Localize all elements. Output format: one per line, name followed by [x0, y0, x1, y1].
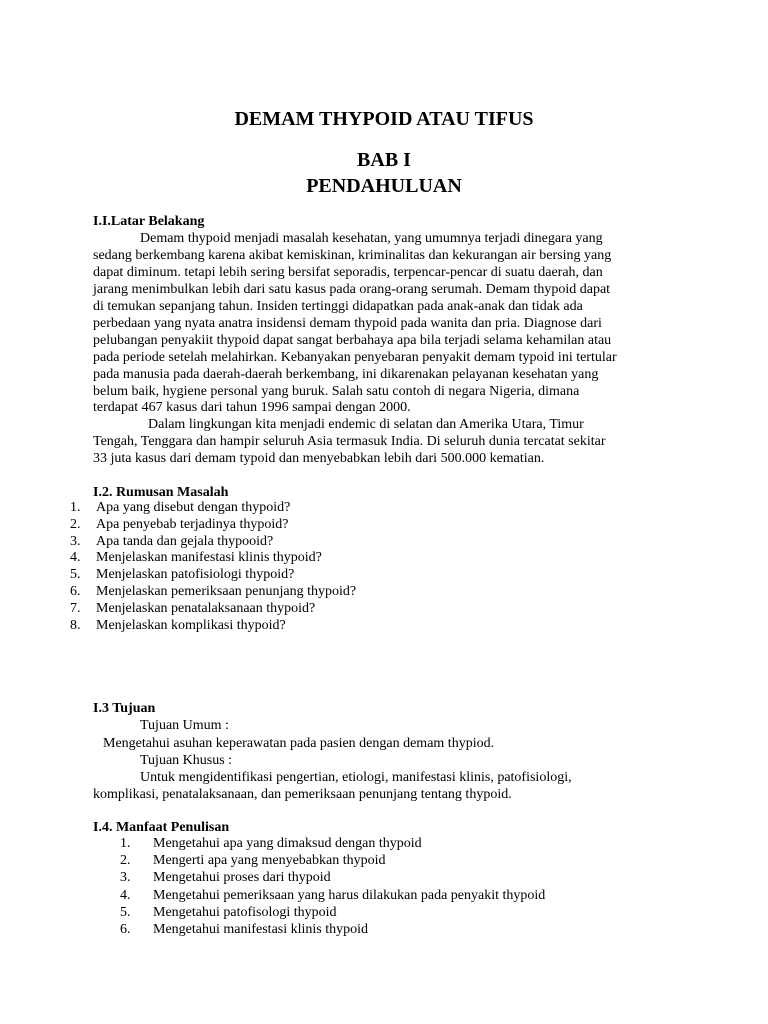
- paragraph-line: pada manusia pada daerah-daerah berkembang, ini dikarenakan pelayanan kesehatan yang: [93, 367, 599, 382]
- list-item-number: 3.: [70, 533, 81, 549]
- list-item: Mengetahui pemeriksaan yang harus dilakukan pada penyakit thypoid: [153, 887, 546, 903]
- chapter-title: PENDAHULUAN: [306, 175, 462, 197]
- paragraph-line: di temukan sepanjang tahun. Insiden tertinggi didapatkan pada anak-anak dan tidak ada: [93, 299, 583, 314]
- list-item: Apa penyebab terjadinya thypoid?: [96, 516, 289, 532]
- list-item: Menjelaskan manifestasi klinis thypoid?: [96, 550, 322, 566]
- paragraph-line: pada periode setelah melahirkan. Kebanyakan penyebaran penyakit demam typoid ini tertular: [93, 350, 617, 365]
- list-item-number: 5.: [120, 904, 131, 920]
- section-heading-manfaat-penulisan: I.4. Manfaat Penulisan: [93, 820, 230, 835]
- list-item-number: 5.: [70, 567, 81, 583]
- paragraph-line: Demam thypoid menjadi masalah kesehatan, yang umumnya terjadi dinegara yang: [140, 231, 603, 246]
- list-item-number: 3.: [120, 870, 131, 886]
- list-item: Menjelaskan patofisiologi thypoid?: [96, 567, 295, 583]
- tujuan-umum-text: Mengetahui asuhan keperawatan pada pasien dengan demam thypiod.: [103, 736, 495, 751]
- list-item: Mengerti apa yang menyebabkan thypoid: [153, 853, 386, 869]
- paragraph-line: pelubangan penyakiit thypoid dapat sangat berbahaya apa bila terjadi selama kehamilan atau: [93, 333, 612, 348]
- paragraph-line: Tengah, Tenggara dan hampir seluruh Asia termasuk India. Di seluruh dunia tercatat sekitar: [93, 434, 606, 449]
- tujuan-khusus-label: Tujuan Khusus :: [140, 753, 233, 768]
- list-item: Mengetahui proses dari thypoid: [153, 870, 331, 886]
- tujuan-khusus-text: komplikasi, penatalaksanaan, dan pemeriksaan penunjang tentang thypoid.: [93, 787, 512, 802]
- list-item-number: 7.: [70, 600, 81, 616]
- paragraph-line: perbedaan yang nyata anatra insidensi demam thypoid pada wanita dan pria. Diagnose dari: [93, 316, 602, 331]
- list-item: Mengetahui manifestasi klinis thypoid: [153, 922, 369, 937]
- paragraph-line: belum baik, hygiene personal yang buruk. Salah satu contoh di negara Nigeria, dimana: [93, 384, 580, 399]
- list-item: Apa yang disebut dengan thypoid?: [96, 500, 291, 515]
- list-item: Mengetahui patofisologi thypoid: [153, 904, 337, 920]
- paragraph-line: Dalam lingkungan kita menjadi endemic di selatan dan Amerika Utara, Timur: [148, 417, 584, 432]
- list-item-number: 6.: [70, 584, 81, 599]
- section-heading-rumusan-masalah: I.2. Rumusan Masalah: [93, 485, 229, 500]
- section-heading-tujuan: I.3 Tujuan: [93, 701, 156, 716]
- list-item-number: 1.: [70, 500, 81, 515]
- list-item: Apa tanda dan gejala thypooid?: [96, 533, 274, 549]
- section-heading-latar-belakang: I.I.Latar Belakang: [93, 214, 205, 229]
- list-item: Menjelaskan komplikasi thypoid?: [96, 617, 286, 633]
- tujuan-umum-label: Tujuan Umum :: [140, 718, 229, 733]
- paragraph-line: 33 juta kasus dari demam typoid dan menyebabkan lebih dari 500.000 kematian.: [93, 451, 545, 466]
- list-item-number: 4.: [120, 887, 131, 903]
- paragraph-line: dapat diminum. tetapi lebih sering bersifat seporadis, terpencar-pencar di suatu daerah, dan: [93, 265, 603, 280]
- document-title: DEMAM THYPOID ATAU TIFUS: [234, 108, 534, 130]
- paragraph-line: terdapat 467 kasus dari tahun 1996 sampai dengan 2000.: [93, 400, 411, 415]
- list-item-number: 6.: [120, 922, 131, 937]
- paragraph-line: sedang berkembang karena akibat kemiskinan, kriminalitas dan kekurangan air bersing yang: [93, 248, 612, 263]
- list-item-number: 8.: [70, 617, 81, 633]
- list-item: Mengetahui apa yang dimaksud dengan thypoid: [153, 836, 422, 851]
- list-item-number: 2.: [120, 853, 131, 869]
- tujuan-khusus-text: Untuk mengidentifikasi pengertian, etiologi, manifestasi klinis, patofisiologi,: [140, 770, 572, 785]
- paragraph-line: jarang menimbulkan lebih dari satu kasus pada orang-orang serumah. Demam thypoid dapat: [93, 282, 611, 297]
- list-item: Menjelaskan penatalaksanaan thypoid?: [96, 600, 316, 616]
- list-item-number: 1.: [120, 836, 131, 851]
- list-item-number: 2.: [70, 516, 81, 532]
- list-item-number: 4.: [70, 550, 81, 566]
- list-item: Menjelaskan pemeriksaan penunjang thypoid?: [96, 584, 357, 599]
- chapter-number: BAB I: [357, 149, 411, 171]
